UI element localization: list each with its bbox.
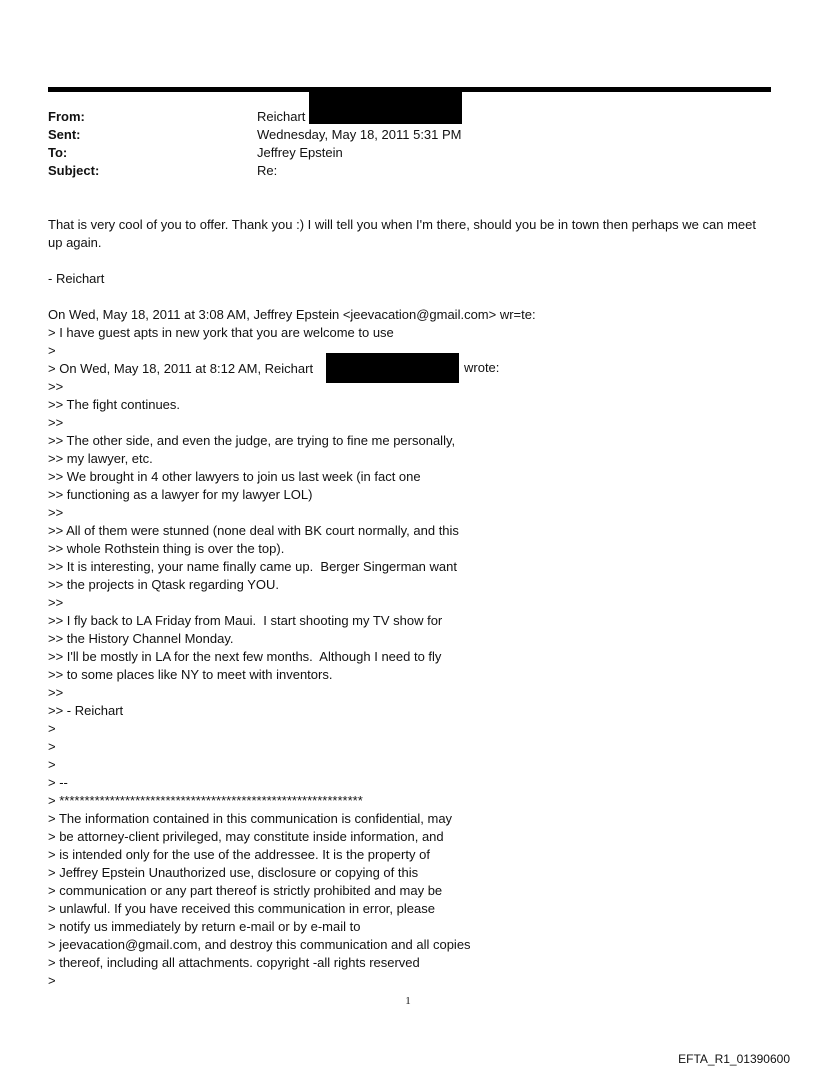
quoted-line: > <box>48 721 56 736</box>
signature: - Reichart <box>48 271 105 286</box>
quoted-line: >> to some places like NY to meet with inventors. <box>48 667 333 682</box>
subject-value: Re: <box>257 163 278 178</box>
quoted-line: > <box>48 757 56 772</box>
quoted-line: > be attorney-client privileged, may constitute inside information, and <box>48 829 444 844</box>
from-label: From: <box>48 109 85 124</box>
message-paragraph: That is very cool of you to offer. Thank you :) I will tell you when I'm there, should you be in town then perhaps we can meet up again. <box>48 217 756 250</box>
quoted-line: >> <box>48 685 64 700</box>
quoted-line: > The information contained in this communication is confidential, may <box>48 811 453 826</box>
quoted-line: > jeevacation@gmail.com, and destroy this communication and all copies <box>48 937 471 952</box>
quoted-line: >> The fight continues. <box>48 397 181 412</box>
wrote-suffix: wrote: <box>464 360 500 375</box>
from-value: Reichart <box>257 109 306 124</box>
quoted-line: >> - Reichart <box>48 703 124 718</box>
bates-number: EFTA_R1_01390600 <box>678 1052 790 1066</box>
quoted-line: >> <box>48 379 64 394</box>
quoted-line: > <box>48 739 56 754</box>
quoted-line: > <box>48 343 56 358</box>
quoted-line: On Wed, May 18, 2011 at 3:08 AM, Jeffrey Epstein <jeevacation@gmail.com> wr=te: <box>48 307 536 322</box>
quoted-line: >> <box>48 595 64 610</box>
quoted-line: >> functioning as a lawyer for my lawyer LOL) <box>48 487 313 502</box>
subject-label: Subject: <box>48 163 100 178</box>
quoted-line: > notify us immediately by return e-mail or by e-mail to <box>48 919 361 934</box>
quoted-line: > thereof, including all attachments. copyright -all rights reserved <box>48 955 420 970</box>
email-body <box>48 216 768 990</box>
quoted-line: >> The other side, and even the judge, are trying to fine me personally, <box>48 433 456 448</box>
quoted-line: > I have guest apts in new york that you are welcome to use <box>48 325 394 340</box>
quoted-line: >> I'll be mostly in LA for the next few months. Although I need to fly <box>48 649 442 664</box>
quoted-line: >> All of them were stunned (none deal with BK court normally, and this <box>48 523 459 538</box>
page-number: 1 <box>405 995 411 1007</box>
to-row <box>48 144 462 162</box>
quoted-line: > ************************************************************ <box>48 793 363 808</box>
quoted-thread <box>48 306 768 990</box>
quoted-line: > unlawful. If you have received this communication in error, please <box>48 901 435 916</box>
quoted-line: >> my lawyer, etc. <box>48 451 153 466</box>
subject-row <box>48 162 462 180</box>
sent-value: Wednesday, May 18, 2011 5:31 PM <box>257 127 462 142</box>
quoted-line: > Jeffrey Epstein Unauthorized use, disclosure or copying of this <box>48 865 419 880</box>
redaction-box <box>309 89 462 124</box>
quoted-line: >> the History Channel Monday. <box>48 631 234 646</box>
quoted-line: > <box>48 973 56 988</box>
quoted-line: > -- <box>48 775 68 790</box>
to-label: To: <box>48 145 68 160</box>
to-value: Jeffrey Epstein <box>257 145 343 160</box>
sent-label: Sent: <box>48 127 81 142</box>
quoted-line: >> <box>48 505 64 520</box>
quoted-line: >> I fly back to LA Friday from Maui. I start shooting my TV show for <box>48 613 443 628</box>
quoted-line: >> It is interesting, your name finally came up. Berger Singerman want <box>48 559 457 574</box>
redaction-box <box>326 353 459 383</box>
quoted-line: >> <box>48 415 64 430</box>
quoted-line: > is intended only for the use of the addressee. It is the property of <box>48 847 430 862</box>
quoted-line: >> whole Rothstein thing is over the top). <box>48 541 285 556</box>
quoted-line: > communication or any part thereof is strictly prohibited and may be <box>48 883 443 898</box>
quoted-line: >> the projects in Qtask regarding YOU. <box>48 577 279 592</box>
quoted-line: > On Wed, May 18, 2011 at 8:12 AM, Reichart <box>48 361 314 376</box>
sent-row <box>48 126 462 144</box>
quoted-line: >> We brought in 4 other lawyers to join us last week (in fact one <box>48 469 421 484</box>
